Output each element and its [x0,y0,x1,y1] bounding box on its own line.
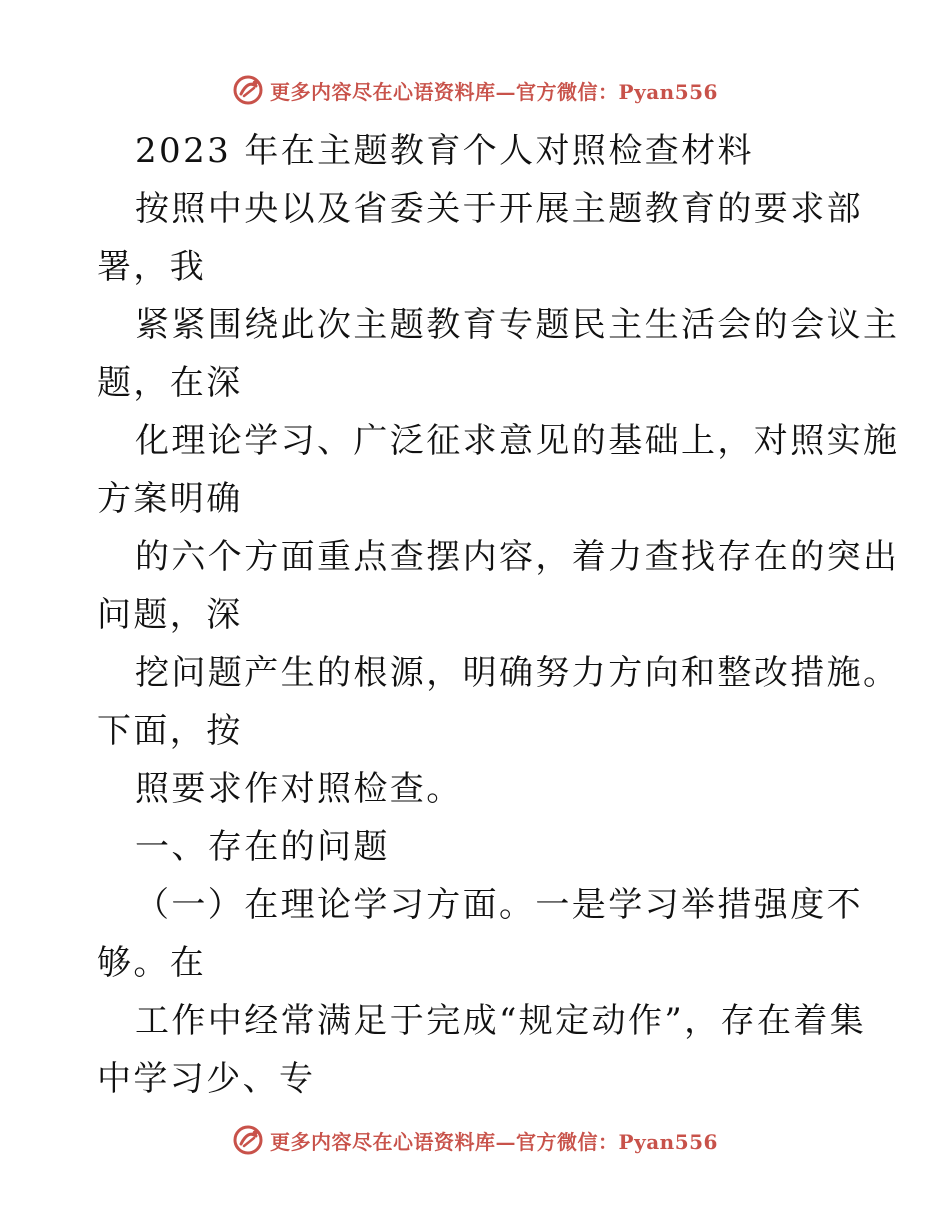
paragraph-line: （一）在理论学习方面。一是学习举措强度不 [135,885,863,925]
paragraph-line: 照要求作对照检查。 [135,769,463,809]
paragraph-line: 挖问题产生的根源，明确努力方向和整改措施。 [135,653,900,693]
watermark-text: 更多内容尽在心语资料库—官方微信：Pyan556 [270,1129,718,1154]
document-title: 2023 年在主题教育个人对照检查材料 [135,131,754,171]
paragraph-line: 下面，按 [97,711,243,751]
section-heading: 一、存在的问题 [135,827,390,867]
paragraph-line: 署，我 [97,247,207,287]
paragraph-line: 够。在 [97,943,207,983]
brand-logo-icon [232,74,264,106]
watermark-banner-top [0,70,950,110]
brand-logo-icon [232,1124,264,1156]
paragraph-line: 的六个方面重点查摆内容，着力查找存在的突出 [135,537,900,577]
paragraph-line: 方案明确 [97,479,243,519]
paragraph-line: 题，在深 [97,363,243,403]
watermark-text: 更多内容尽在心语资料库—官方微信：Pyan556 [270,79,718,104]
paragraph-line: 紧紧围绕此次主题教育专题民主生活会的会议主 [135,305,900,345]
paragraph-line: 中学习少、专 [97,1059,316,1099]
paragraph-line: 化理论学习、广泛征求意见的基础上，对照实施 [135,421,900,461]
paragraph-line: 工作中经常满足于完成“规定动作”，存在着集 [135,1001,867,1041]
paragraph-line: 按照中央以及省委关于开展主题教育的要求部 [135,189,863,229]
document-body [97,122,900,1108]
watermark-banner-bottom [0,1120,950,1160]
paragraph-line: 问题，深 [97,595,243,635]
